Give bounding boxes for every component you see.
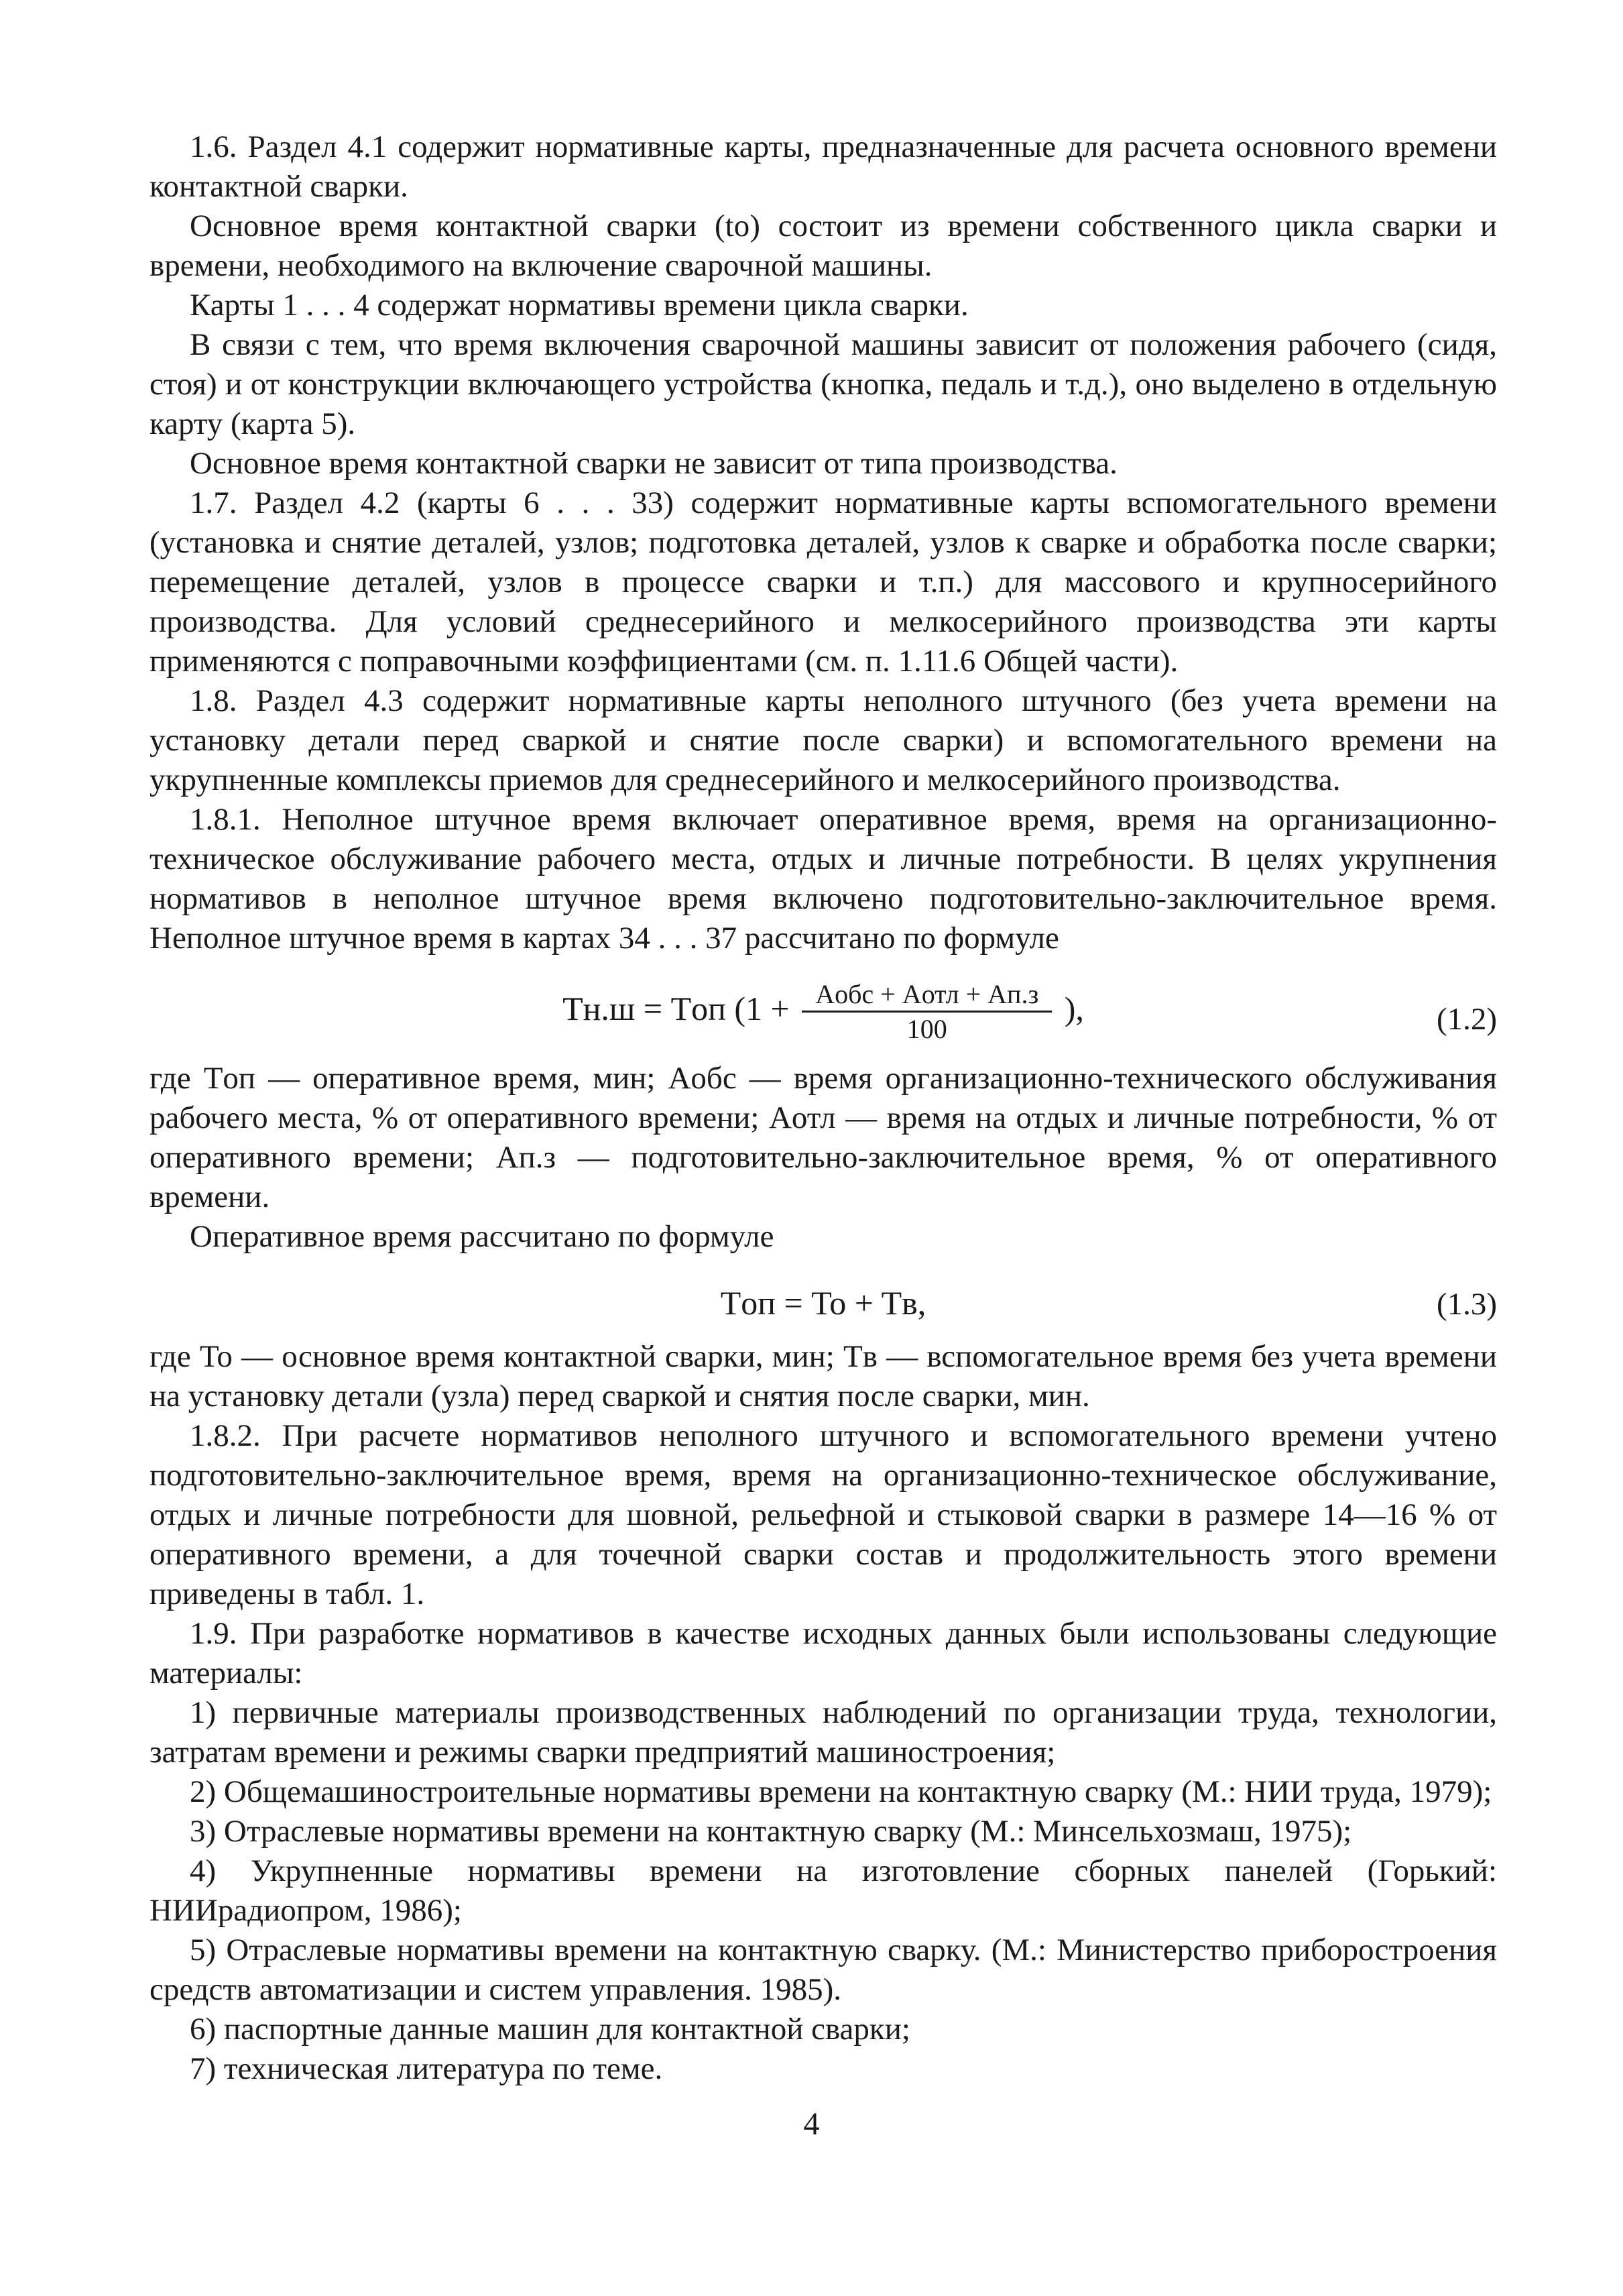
formula-close: ), — [1064, 989, 1084, 1027]
formula-lhs: Tн.ш — [562, 989, 636, 1027]
paragraph-1-8-2: 1.8.2. При расчете нормативов неполного штучного и вспомогательного времени учтено подготовительно-заключительное время, время на организационно-техническое обслуживание, отдых и личные потребности для шовной, рельефной и стыковой сварки в размере 14—16 % от оперативного времени, а для точечной сварки состав и продолжительность этого времени приведены в табл. 1. — [149, 1418, 1497, 1611]
list-item: 1) первичные материалы производственных наблюдений по организации труда, технологии, затратам времени и режимы сварки предприятий машиностроения; — [149, 1695, 1497, 1770]
formula-1-3 — [149, 1257, 1497, 1337]
formula-eq: = Tоп — [643, 989, 726, 1027]
formula-1-2-expression — [149, 978, 1497, 1046]
equation-number-1-2: (1.2) — [1436, 1002, 1497, 1037]
paragraph-cards-1-4: Карты 1 . . . 4 содержат нормативы времени цикла сварки. — [190, 288, 969, 323]
paragraph-1-7: 1.7. Раздел 4.2 (карты 6 . . . 33) содержит нормативные карты вспомогательного времени (установка и снятие деталей, узлов; подготовка деталей, узлов к сварке и обработка после сварки; перемещение деталей, узлов в процессе сварки и т.п.) для массового и крупносерийного производства. Для условий среднесерийного и мелкосерийного производства эти карты применяются с поправочными коэффициентами (см. п. 1.11.6 Общей части). — [149, 485, 1497, 679]
paragraph-where-top: где Tоп — оперативное время, мин; Aобс — время организационно-технического обслуживания рабочего места, % от оперативного времени; Aотл — время на отдых и личные потребности, % от оперативного времени; Aп.з — подготовительно-заключительное время, % от оперативного времени. — [149, 1061, 1497, 1214]
equation-number-1-3: (1.3) — [1436, 1287, 1497, 1322]
formula-denominator: 100 — [906, 1014, 947, 1044]
list-item: 2) Общемашиностроительные нормативы времени на контактную сварку (М.: НИИ труда, 1979); — [190, 1774, 1492, 1809]
paragraph-switch-on-time: В связи с тем, что время включения сварочной машины зависит от положения рабочего (сидя, стоя) и от конструкции включающего устройства (кнопка, педаль и т.д.), оно выделено в отдельную карту (карта 5). — [149, 327, 1497, 441]
paragraph-1-8: 1.8. Раздел 4.3 содержит нормативные карты неполного штучного (без учета времени на установку детали перед сваркой и снятие после сварки) и вспомогательного времени на укрупненные комплексы приемов для среднесерийного и мелкосерийного производства. — [149, 683, 1497, 797]
paragraph-1-9: 1.9. При разработке нормативов в качестве исходных данных были использованы следующие материалы: — [149, 1616, 1497, 1690]
list-item: 5) Отраслевые нормативы времени на контактную сварку. (М.: Министерство приборостроения средств автоматизации и систем управления. 1985). — [149, 1933, 1497, 2007]
list-item: 6) паспортные данные машин для контактной сварки; — [190, 2012, 910, 2047]
paragraph-operative-time: Оперативное время рассчитано по формуле — [190, 1219, 774, 1254]
page-number: 4 — [803, 2106, 820, 2142]
formula-1-2 — [149, 958, 1497, 1059]
list-item: 7) техническая литература по теме. — [190, 2051, 663, 2086]
paragraph-where-to: где To — основное время контактной сварки, мин; Tв — вспомогательное время без учета времени на установку детали (узла) перед сваркой и снятия после сварки, мин. — [149, 1339, 1497, 1414]
formula-open: (1 + — [734, 989, 790, 1027]
paragraph-basic-time: Основное время контактной сварки (to) состоит из времени собственного цикла сварки и времени, необходимого на включение сварочной машины. — [149, 209, 1497, 283]
formula-1-3-expression: Tоп = To + Tв, — [720, 1284, 926, 1322]
formula-fraction — [802, 978, 1052, 1046]
paragraph-1-6: 1.6. Раздел 4.1 содержит нормативные карты, предназначенные для расчета основного времени контактной сварки. — [149, 129, 1497, 204]
paragraph-1-8-1: 1.8.1. Неполное штучное время включает оперативное время, время на организационно-техническое обслуживание рабочего места, отдых и личные потребности. В целях укрупнения нормативов в неполное штучное время включено подготовительно-заключительное время. Неполное штучное время в картах 34 . . . 37 рассчитано по формуле — [149, 802, 1497, 956]
page-body — [149, 127, 1497, 2089]
list-item: 3) Отраслевые нормативы времени на контактную сварку (М.: Минсельхозмаш, 1975); — [190, 1814, 1352, 1849]
formula-numerator: Aобс + Aотл + Aп.з — [802, 978, 1052, 1013]
paragraph-production-type: Основное время контактной сварки не зависит от типа производства. — [190, 446, 1118, 481]
list-item: 4) Укрупненные нормативы времени на изготовление сборных панелей (Горький: НИИрадиопром, 1986); — [149, 1853, 1497, 1928]
